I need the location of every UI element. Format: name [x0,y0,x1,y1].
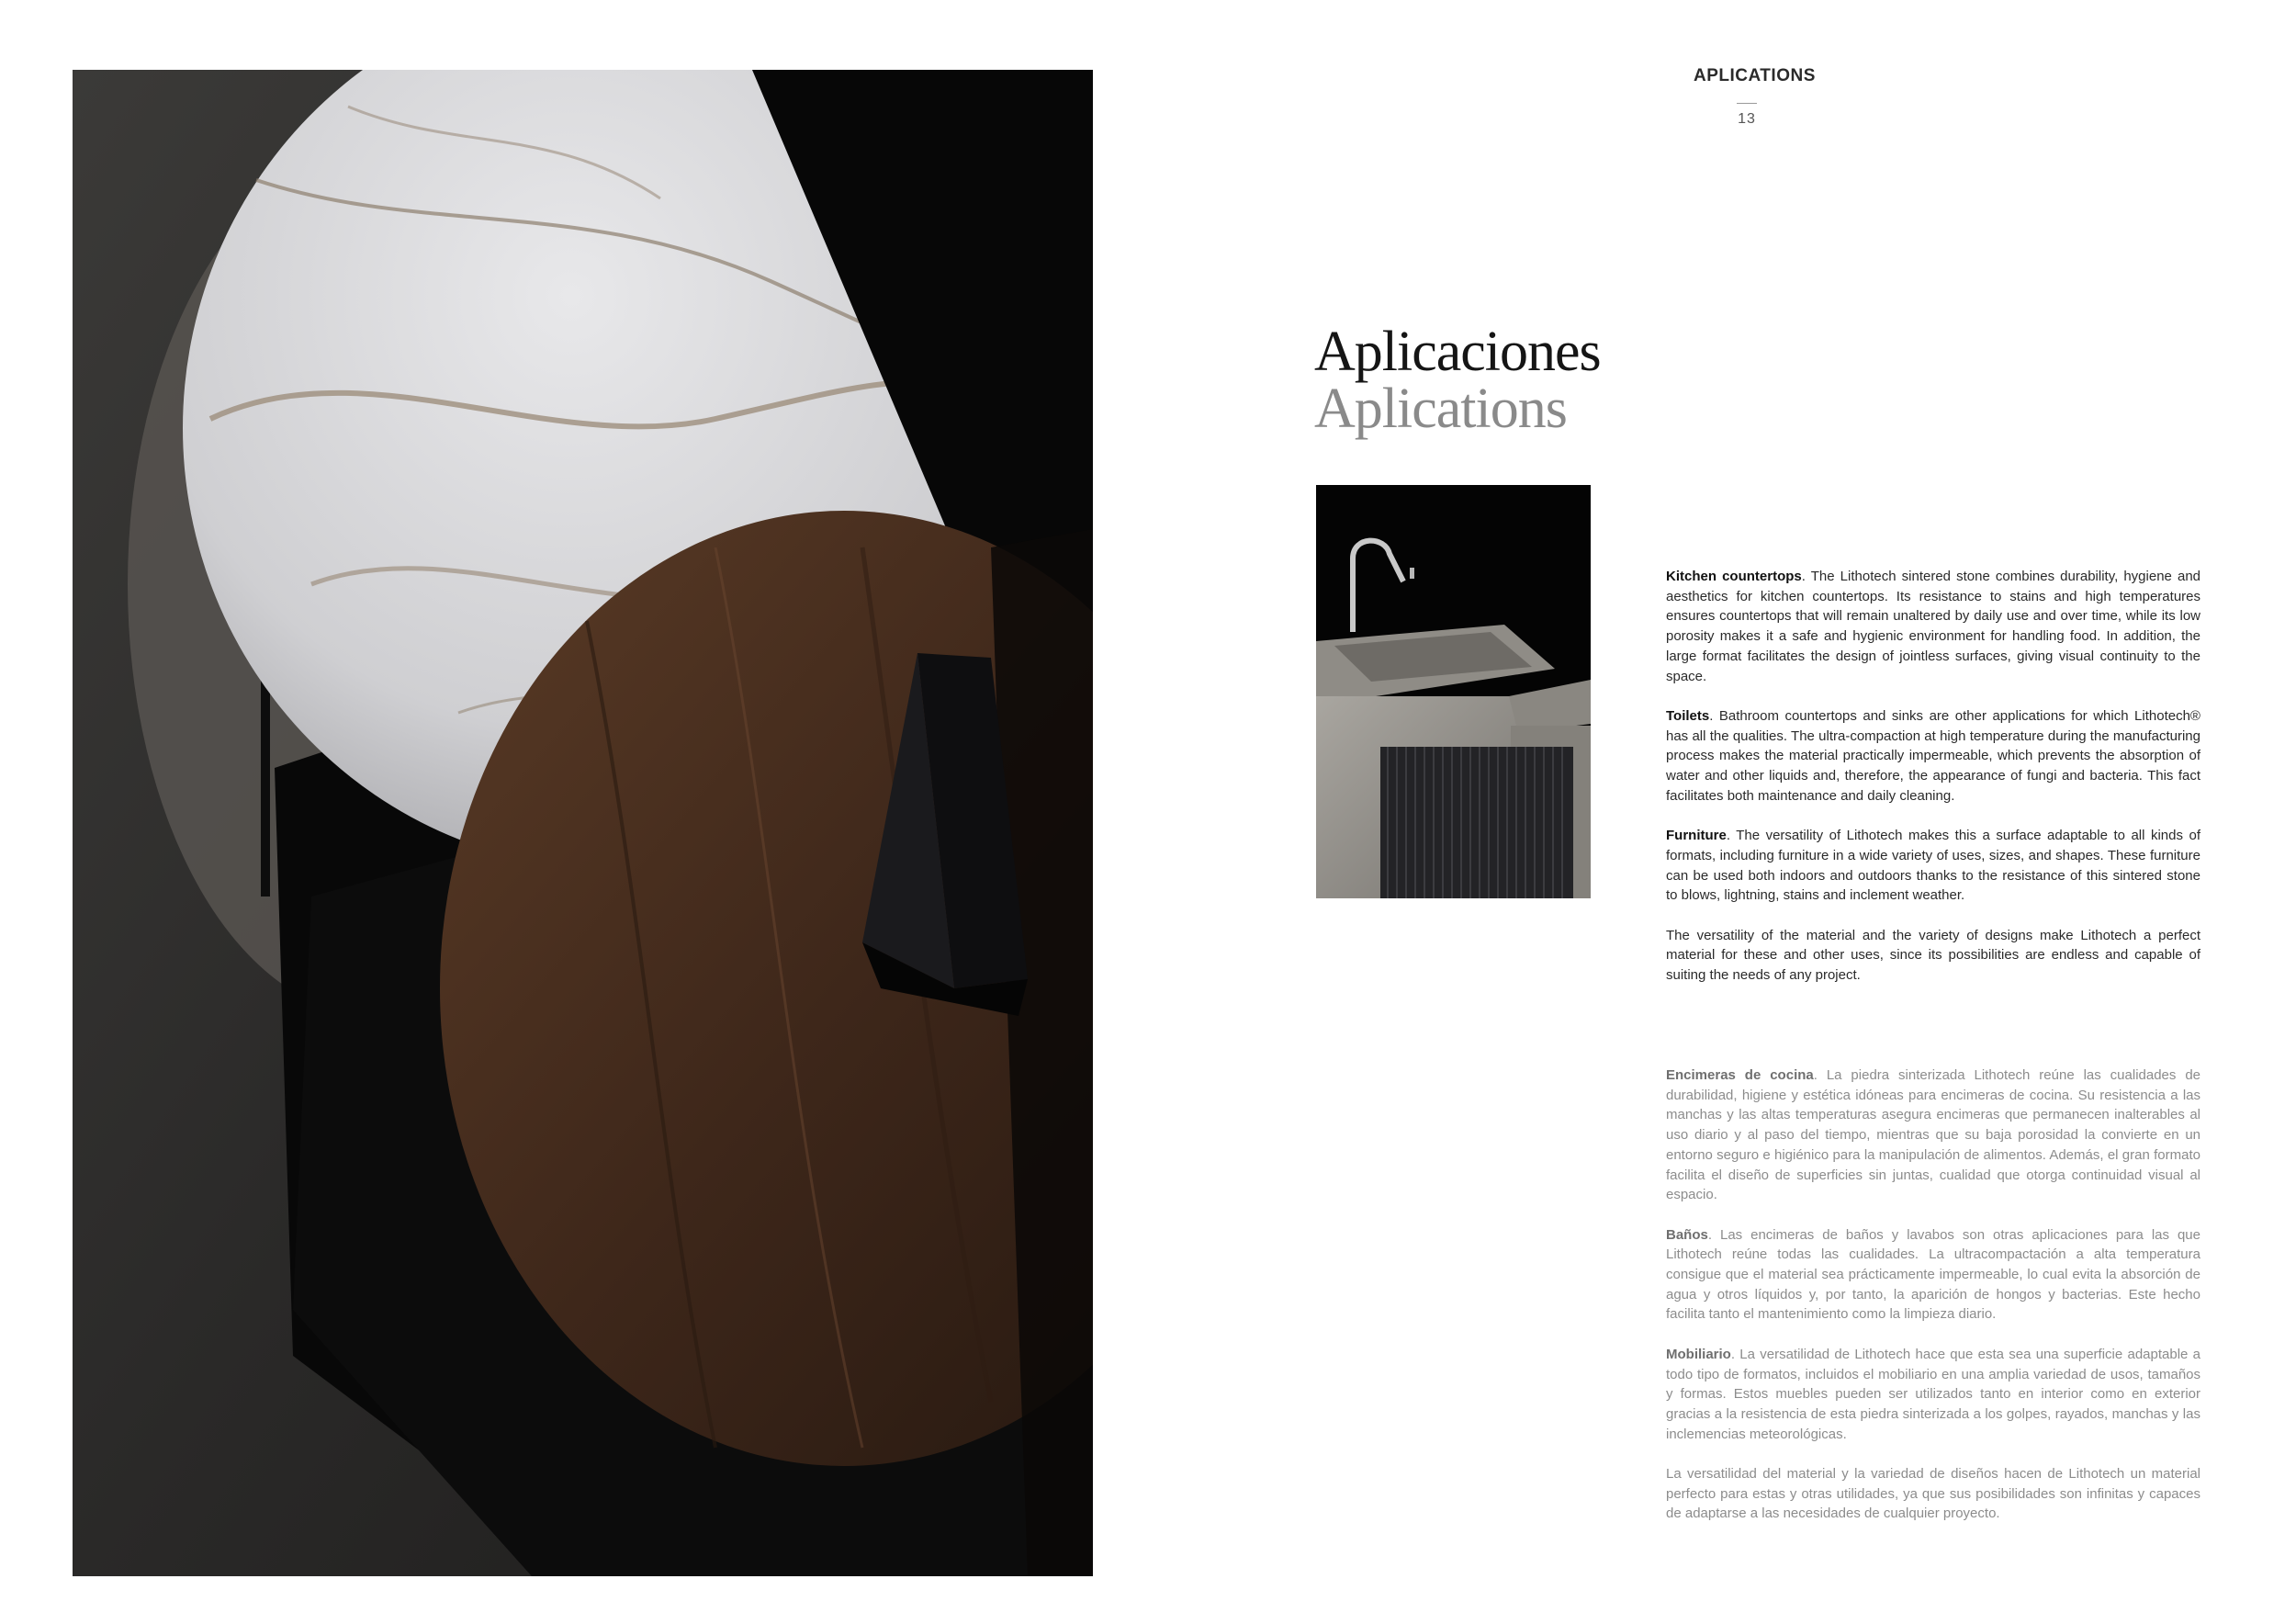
spanish-text-column [1666,1066,2200,1524]
paragraph-furniture [1666,826,2200,906]
paragraph-encimeras [1666,1066,2200,1205]
english-text-column [1666,567,2200,986]
paragraph-toilets [1666,706,2200,806]
paragraph-mobiliario [1666,1345,2200,1445]
header-divider [1737,103,1757,104]
page-title-spanish: Aplicaciones [1314,321,1601,383]
paragraph-body: . Las encimeras de baños y lavabos son otras aplicaciones para las que Lithotech reúne todas las cualidades. La ultracompactación a alta temperatura consigue que el material sea prácticamente impermeable, lo cual evita la absorción de agua y otros líquidos y, por tanto, la aparición de hongos y bacterias. Este hecho facilita tanto el mantenimiento como la limpieza diario. [1666,1226,2200,1323]
paragraph-body: . La versatilidad de Lithotech hace que esta sea una superficie adaptable a todo tipo de formatos, incluidos el mobiliario en una amplia variedad de usos, tamaños y formas. Estos muebles pueden ser utilizados tanto en interior como en exterior gracias a la resistencia de esta piedra sinterizada a los golpes, rayados, manchas y las inclemencias meteorológicas. [1666,1346,2200,1442]
paragraph-banos [1666,1225,2200,1325]
page-title-english: Aplications [1314,378,1567,440]
paragraph-kitchen-countertops [1666,567,2200,686]
main-photo [73,70,1093,1576]
paragraph-body: . The versatility of Lithotech makes this a surface adaptable to all kinds of formats, including furniture in a wide variety of uses, sizes, and shapes. These furniture can be used both indoors and outdoors thanks to the resistance of this sintered stone to blows, lightning, stains and inclement weather. [1666,828,2200,904]
paragraph-title: Kitchen countertops [1666,569,1802,584]
stone-sink-with-faucet-image [1316,485,1591,898]
marble-and-wood-tables-image [73,70,1093,1576]
paragraph-title: Furniture [1666,828,1727,844]
paragraph-versatility: The versatility of the material and the variety of designs make Lithotech a perfect material for these and other uses, since its possibilities are endless and capable of suiting the needs of any project. [1666,927,2200,984]
page-number: 13 [1738,111,1756,127]
paragraph-body: . The Lithotech sintered stone combines durability, hygiene and aesthetics for kitchen countertops. Its resistance to stains and high temperatures ensures countertops that will remain unaltered by daily use and over time, while its low porosity makes it a safe and hygienic environment for handling food. In addition, the large format facilitates the design of jointless surfaces, giving visual continuity to the space. [1666,569,2200,684]
paragraph-versatilidad: La versatilidad del material y la variedad de diseños hacen de Lithotech un material perfecto para estas y otras utilidades, ya que sus posibilidades son infinitas y capaces de adaptarse a las necesidades de cualquier proyecto. [1666,1466,2200,1522]
paragraph-title: Encimeras de cocina [1666,1067,1814,1083]
paragraph-body: . Bathroom countertops and sinks are other applications for which Lithotech® has all the qualities. The ultra-compaction at high temperature during the manufacturing process makes the material practically impermeable, which prevents the absorption of water and other liquids and, therefore, the appearance of fungi and bacteria. This fact facilitates both maintenance and daily cleaning. [1666,707,2200,804]
paragraph-title: Baños [1666,1226,1708,1243]
sink-photo [1316,485,1591,898]
section-header: APLICATIONS [1694,66,1816,85]
paragraph-title: Mobiliario [1666,1346,1731,1362]
paragraph-body: . La piedra sinterizada Lithotech reúne las cualidades de durabilidad, higiene y estética idóneas para encimeras de cocina. Su resistencia a las manchas y las altas temperaturas asegura encimeras que permanecen inalterables al uso diario y al paso del tiempo, mientras que su baja porosidad la convierte en un entorno seguro e higiénico para la manipulación de alimentos. Además, el gran formato facilita el diseño de superficies sin juntas, cualidad que otorga continuidad visual al espacio. [1666,1067,2200,1203]
paragraph-title: Toilets [1666,707,1710,724]
